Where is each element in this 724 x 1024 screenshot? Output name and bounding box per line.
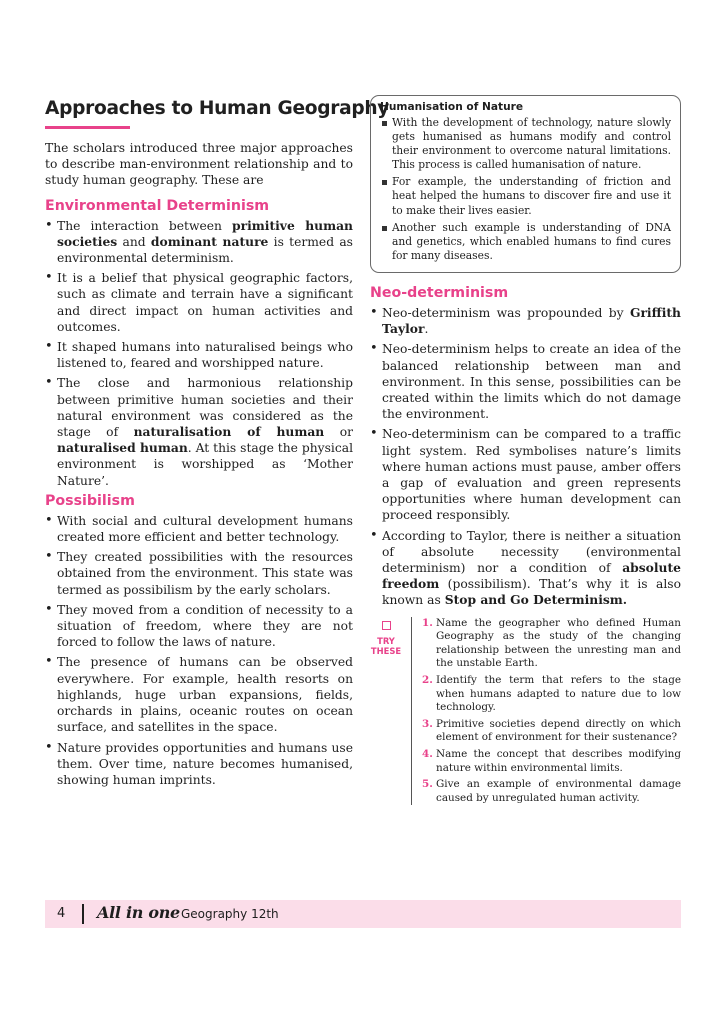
- list-item: • Nature provides opportunities and humans use them. Over time, nature becomes humanised, showing human imprints.: [45, 740, 353, 789]
- list-item: 1. Name the geographer who defined Human Geography as the study of the changing relationship between the unresting man and the unstable Earth.: [422, 616, 681, 670]
- list-item: • Neo-determinism was propounded by Griffith Taylor.: [370, 305, 681, 337]
- intro-paragraph: The scholars introduced three major approaches to describe man-environment relationship and to study human geography. These are: [45, 141, 353, 188]
- possibilism-heading: Possibilism: [45, 492, 135, 509]
- list-item: • With social and cultural development humans created more efficient and better technology.: [45, 513, 353, 545]
- possibilism-list: [45, 513, 353, 788]
- page-footer: [45, 900, 681, 928]
- list-item: 3. Primitive societies depend directly on which element of environment for their sustenance?: [422, 717, 681, 744]
- list-item: • The presence of humans can be observed everywhere. For example, health resorts on highlands, huge urban expansions, fields, orchards in plains, oceanic routes on ocean surface, and satellites in the space.: [45, 654, 353, 735]
- book-subtitle: Geography 12th: [181, 907, 279, 921]
- list-item: • They moved from a condition of necessity to a situation of freedom, where they are not forced to follow the laws of nature.: [45, 602, 353, 651]
- list-item: 2. Identify the term that refers to the stage when humans adapted to nature due to low technology.: [422, 673, 681, 714]
- list-item: 4. Name the concept that describes modifying nature within environmental limits.: [422, 747, 681, 774]
- title-underline: [45, 126, 130, 129]
- list-item: • It is a belief that physical geographic factors, such as climate and terrain have a significant and direct impact on human activities and outcomes.: [45, 270, 353, 335]
- list-item: For example, the understanding of friction and heat helped the humans to discover fire and use it to make their lives easier.: [380, 175, 671, 217]
- page-number: 4: [57, 906, 66, 921]
- box-title: Humanisation of Nature: [380, 101, 524, 113]
- list-item: • The close and harmonious relationship between primitive human societies and their natural environment was considered as the stage of naturalisation of human or naturalised human. At this stage the physical environment is worshipped as ‘Mother Nature’.: [45, 375, 353, 488]
- brand-logo: All in one: [97, 903, 180, 922]
- try-these-section: [370, 617, 681, 806]
- list-item: • It shaped humans into naturalised beings who listened to, feared and worshipped nature.: [45, 339, 353, 371]
- footer-divider: [82, 904, 84, 924]
- humanisation-box: [370, 95, 681, 273]
- neo-determinism-heading: Neo-determinism: [370, 284, 509, 301]
- try-these-list: [411, 617, 681, 806]
- list-item: • According to Taylor, there is neither a situation of absolute necessity (environmental determinism) nor a condition of absolute freedom (possibilism). That’s why it is also known as Stop and Go Determinism.: [370, 528, 681, 609]
- list-item: • The interaction between primitive human societies and dominant nature is termed as environmental determinism.: [45, 218, 353, 267]
- list-item: • Neo-determinism can be compared to a traffic light system. Red symbolises nature’s limits where human actions must pause, amber offers a gap of evaluation and green represents opportunities where human development can proceed responsibly.: [370, 426, 681, 523]
- env-determinism-list: [45, 218, 353, 489]
- try-these-label: TRY THESE: [370, 617, 402, 656]
- right-column: [370, 95, 681, 808]
- list-item: With the development of technology, nature slowly gets humanised as humans modify and control their environment to overcome natural limitations. This process is called humanisation of nature.: [380, 116, 671, 172]
- list-item: 5. Give an example of environmental damage caused by unregulated human activity.: [422, 778, 681, 804]
- checkbox-icon: [382, 621, 391, 630]
- neo-determinism-list: [370, 305, 681, 609]
- list-item: • Neo-determinism helps to create an idea of the balanced relationship between man and environment. In this sense, possibilities can be created within the limits which do not damage the environment.: [370, 341, 681, 422]
- page-title: Approaches to Human Geography: [45, 98, 390, 119]
- box-list: [380, 116, 671, 263]
- list-item: Another such example is understanding of DNA and genetics, which enabled humans to find cures for many diseases.: [380, 221, 671, 263]
- env-determinism-heading: Environmental Determinism: [45, 197, 270, 214]
- list-item: • They created possibilities with the resources obtained from the environment. This state was termed as possibilism by the early scholars.: [45, 549, 353, 598]
